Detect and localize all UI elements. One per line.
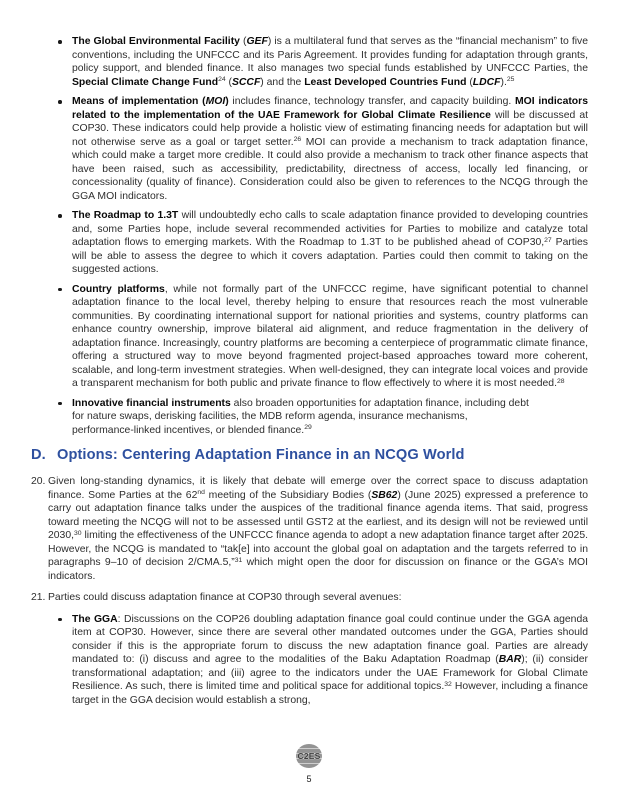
bullet-text: The Roadmap to 1.3T will undoubtedly echo calls to scale adaptation finance provided to developing countries and, some Parties hope, include several recommended activities for Parties to mobilize and catalyze total adaptation flows to emerging markets. With the Roadmap to 1.3T to be published ahead of COP30,27 Parties will be able to assess the degree to which it covers adaptation. Parties could then commit to taking on the suggested actions. [72, 210, 589, 275]
bullet-icon [58, 40, 62, 44]
bullet-item-country-platforms [72, 283, 588, 391]
bullet-icon [58, 402, 62, 406]
page-footer [0, 744, 618, 784]
bullet-text: Means of implementation (MOI) includes finance, technology transfer, and capacity building. MOI indicators related to the implementation of the UAE Framework for Global Climate Resilience will be discussed at COP30. These indicators could help provide a holistic view of estimating financing needs for adaptation but will not otherwise serve as a goal or target setter.$^{26}$ MOI can provide a mechanism to track adaptation finance, which could make a target more credible. It could also provide a mechanism to track other finance aspects that have been raised, such as accessibility, predictability, directness of access, locally led financing, or concessionality (quality of finance). Consideration could also be given to references to the NCQG through the GGA MOI indicators. [72, 96, 588, 202]
bullet-icon [58, 618, 62, 622]
bullet-item-innovative-instruments [72, 397, 588, 438]
bullet-icon [58, 288, 62, 292]
c2es-logo-text: C2ES [297, 751, 321, 761]
bullet-text: Innovative financial instruments also broaden opportunities for adaptation finance, including debt for nature swaps, derisking facilities, the MDB reform agenda, insurance mechanisms, performance-linked incentives, or blended finance.$^{29}$ [72, 397, 529, 436]
bullet-list-top [0, 35, 618, 437]
bullet-item-moi [72, 95, 588, 203]
numbered-paragraph-21 [31, 591, 588, 605]
paragraph-text: Parties could discuss adaptation finance at COP30 through several avenues: [48, 592, 402, 603]
bullet-icon [58, 100, 62, 104]
section-letter: D. [31, 447, 46, 463]
bullet-item-gef [72, 35, 588, 89]
bullet-item-the-gga [72, 613, 588, 708]
section-heading [31, 446, 588, 465]
bullet-list-bottom [0, 613, 618, 708]
bullet-text: The GGA: Discussions on the COP26 doubling adaptation finance goal could continue under the GGA agenda item at COP30. However, since there are several other mandated outcomes under the GGA, Parties should consider if this is the appropriate forum to discuss the new adaptation finance goal. Parties are already mandated to: (i) discuss and agree to the modalities of the Baku Adaptation Roadmap (BAR); (ii) consider transformational adaptation; and (iii) agree to the indicators under the UAE Framework for Global Climate Resilience. As such, there is limited time and political space for additional topics.$^{32}$ However, including a finance target in the GGA decision would establish a strong, [72, 613, 589, 706]
paragraph-text: Given long-standing dynamics, it is likely that debate will emerge over the correct space to discuss adaptation finance. Some Parties at the 62nd meeting of the Subsidiary Bodies (SB62) (June 2025) expressed a preference to carry out adaptation finance talks under the auspices of the traditional finance agenda items. That said, progress toward meeting the NCQG will not to be assessed until GST2 at the earliest, and its design will not be reviewed until 2030,30 limiting the effectiveness of the UNFCCC finance agenda to adopt a new adaptation finance target after 2025. However, the NCQG is mandated to “tak[e] into account the global goal on adaptation and the targets referred to in paragraphs 9–10 of decision 2/CMA.5,”$^{31}$ which might open the door for discussion on finance or the GGA’s MOI indicators. [48, 476, 588, 582]
bullet-text: Country platforms, while not formally part of the UNFCCC regime, have significant potential to channel adaptation finance to the local level, thereby helping to ensure that resources reach the most vulnerable communities. By coordinating international support for national priorities and systems, country platforms can enhance country ownership, improve bilateral aid alignment, and reduce fragmentation in the delivery of adaptation finance. Increasingly, country platforms are becoming a centerpiece of programmatic climate finance, offering a structured way to move beyond fragmented project-based approaches toward more coherent, scalable, and long-term investment strategies. When well-designed, they can integrate local voices and provide a transparent mechanism for both public and private finance to flow effectively to where it is most needed.$^{28}$ [72, 283, 588, 389]
paragraph-number: 20. [31, 476, 46, 487]
numbered-paragraph-20 [31, 475, 588, 583]
c2es-logo-icon [296, 744, 322, 768]
page-number: 5 [306, 774, 312, 784]
bullet-icon [58, 214, 62, 218]
bullet-text: The Global Environmental Facility (GEF) is a multilateral fund that serves as the “financial mechanism” to five conventions, including the UNFCCC and its Paris Agreement. It provides funding for adaptation through grants, policy support, and blended finance. It also manages two special funds established by UNFCCC Parties, the Special Climate Change Fund$^{24}$ (SCCF) and the Least Developed Countries Fund (LDCF).$^{25}$ [72, 36, 588, 88]
bullet-item-roadmap [72, 209, 588, 277]
section-title: Options: Centering Adaptation Finance in an NCQG World [57, 447, 465, 463]
paragraph-number: 21. [31, 592, 46, 603]
